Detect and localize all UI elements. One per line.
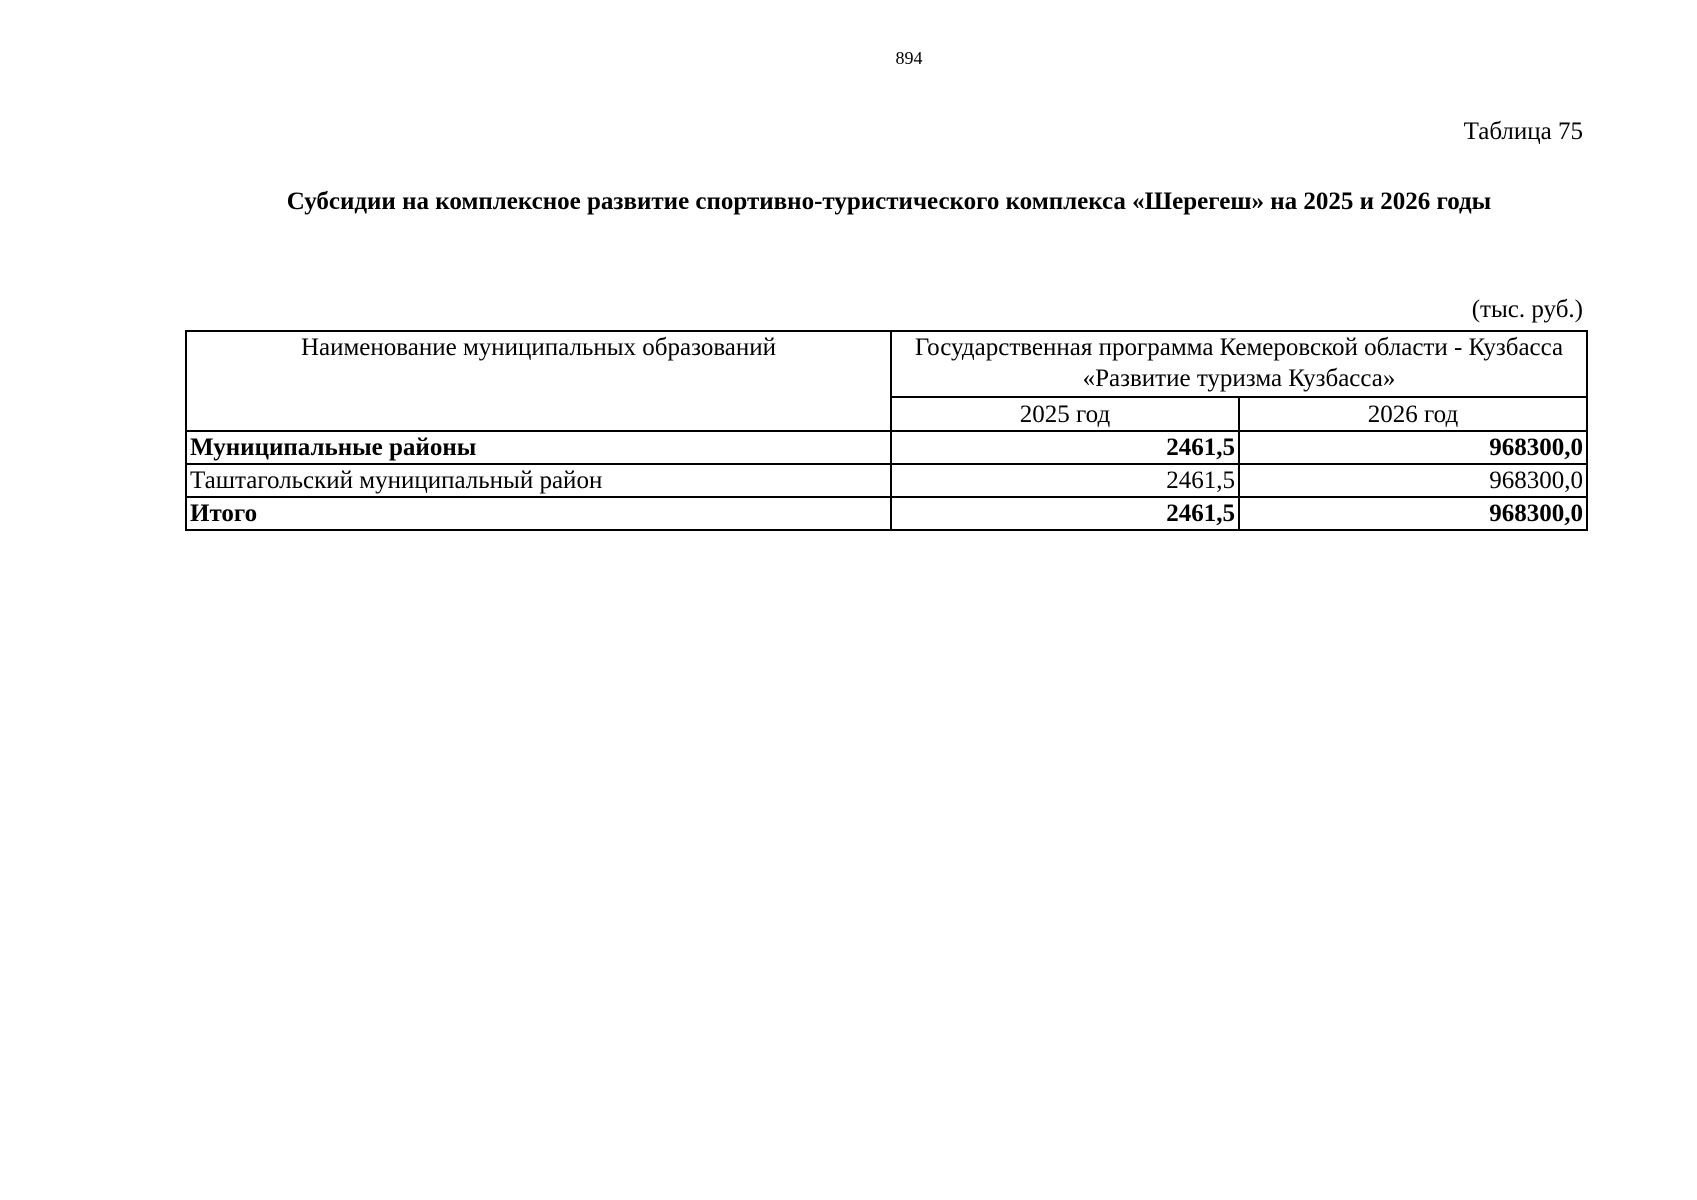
units-label: (тыс. руб.) [1471, 296, 1583, 323]
page-number: 894 [895, 48, 923, 68]
subsidies-table [185, 330, 1588, 531]
row-name: Итого [186, 497, 891, 530]
row-value-2025: 2461,5 [891, 497, 1239, 530]
header-program-line1: Государственная программа Кемеровской области - Кузбасса [914, 334, 1564, 361]
table-row-total [186, 497, 1587, 530]
header-program [891, 331, 1587, 397]
row-value-2026: 968300,0 [1239, 431, 1587, 464]
header-municipality-name: Наименование муниципальных образований [186, 331, 891, 431]
document-title: Субсидии на комплексное развитие спортивно-туристического комплекса «Шерегеш» на 2025 и 2026 годы [286, 188, 1492, 215]
header-year-2026: 2026 год [1239, 397, 1587, 431]
row-name: Муниципальные районы [186, 431, 891, 464]
row-value-2026: 968300,0 [1239, 464, 1587, 497]
row-value-2025: 2461,5 [891, 431, 1239, 464]
table-header-row [186, 331, 1587, 397]
table-label: Таблица 75 [1463, 118, 1583, 145]
row-value-2026: 968300,0 [1239, 497, 1587, 530]
header-year-2025: 2025 год [891, 397, 1239, 431]
row-name: Таштагольский муниципальный район [186, 464, 891, 497]
table-row-tashtagol [186, 464, 1587, 497]
header-program-line2: «Развитие туризма Кузбасса» [1082, 365, 1396, 392]
row-value-2025: 2461,5 [891, 464, 1239, 497]
table-row-municipal-districts [186, 431, 1587, 464]
